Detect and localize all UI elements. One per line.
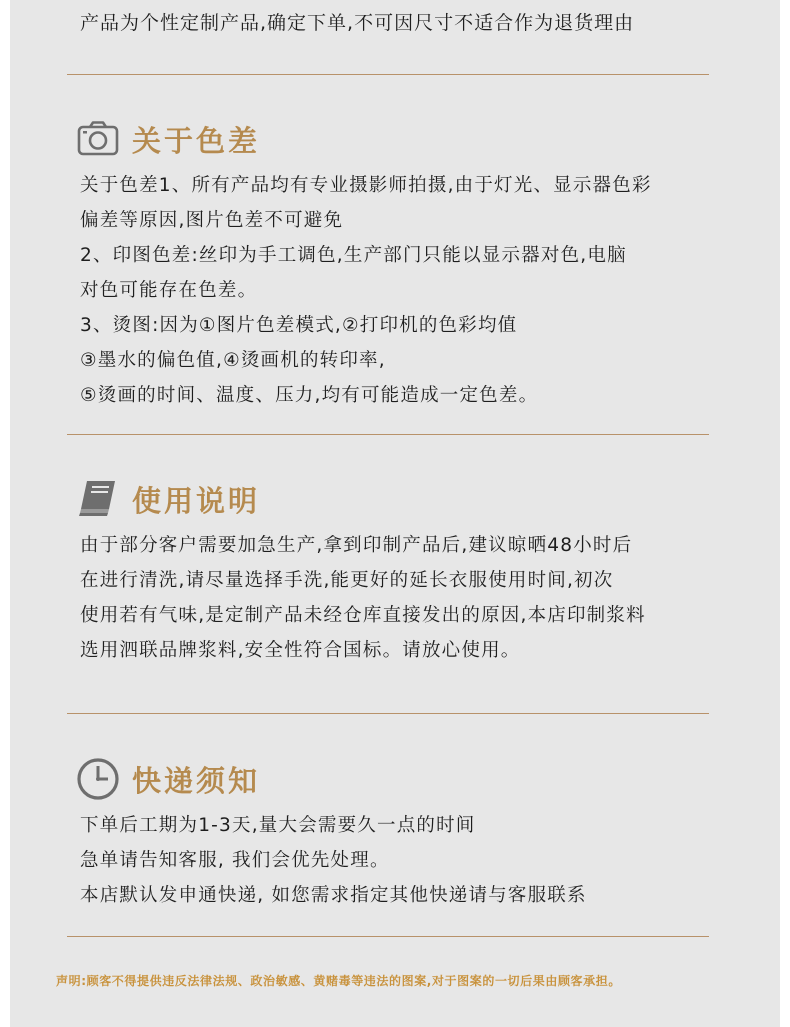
section-color-difference-header	[76, 117, 260, 161]
body-line: 在进行清洗,请尽量选择手洗,能更好的延长衣服使用时间,初次	[80, 570, 614, 591]
body-line: ⑤烫画的时间、温度、压力,均有可能造成一定色差。	[80, 385, 539, 406]
body-line: 急单请告知客服, 我们会优先处理。	[80, 850, 390, 871]
intro-text: 产品为个性定制产品,确定下单,不可因尺寸不适合作为退货理由	[80, 12, 635, 34]
divider	[67, 434, 709, 435]
body-line: 本店默认发申通快递, 如您需求指定其他快递请与客服联系	[80, 885, 587, 906]
body-line: 选用泗联品牌浆料,安全性符合国标。请放心使用。	[80, 640, 521, 661]
divider	[67, 713, 709, 714]
disclaimer-notice: 声明:顾客不得提供违反法律法规、政治敏感、黄赌毒等违法的图案,对于图案的一切后果由顾客承担。	[56, 974, 621, 988]
section-title: 关于色差	[132, 123, 261, 158]
divider	[67, 74, 709, 75]
body-line: ③墨水的偏色值,④烫画机的转印率,	[80, 350, 386, 371]
clock-icon	[76, 757, 120, 801]
camera-icon	[76, 117, 120, 161]
section-color-difference-body	[80, 168, 720, 413]
section-usage-body	[80, 528, 720, 668]
body-line: 使用若有气味,是定制产品未经仓库直接发出的原因,本店印制浆料	[80, 605, 646, 626]
divider	[67, 936, 709, 937]
section-delivery-header	[76, 757, 260, 801]
body-line: 2、印图色差:丝印为手工调色,生产部门只能以显示器对色,电脑	[80, 245, 627, 266]
body-line: 关于色差1、所有产品均有专业摄影师拍摄,由于灯光、显示器色彩	[80, 175, 652, 196]
body-line: 对色可能存在色差。	[80, 280, 258, 301]
body-line: 偏差等原因,图片色差不可避免	[80, 210, 344, 231]
section-usage-header	[76, 477, 260, 521]
body-line: 3、烫图:因为①图片色差模式,②打印机的色彩均值	[80, 315, 518, 336]
book-icon	[76, 477, 120, 521]
section-delivery-body	[80, 808, 720, 913]
body-line: 由于部分客户需要加急生产,拿到印制产品后,建议晾晒48小时后	[80, 535, 633, 556]
body-line: 下单后工期为1-3天,量大会需要久一点的时间	[80, 815, 476, 836]
section-title: 快递须知	[132, 763, 261, 798]
section-title: 使用说明	[132, 483, 261, 518]
